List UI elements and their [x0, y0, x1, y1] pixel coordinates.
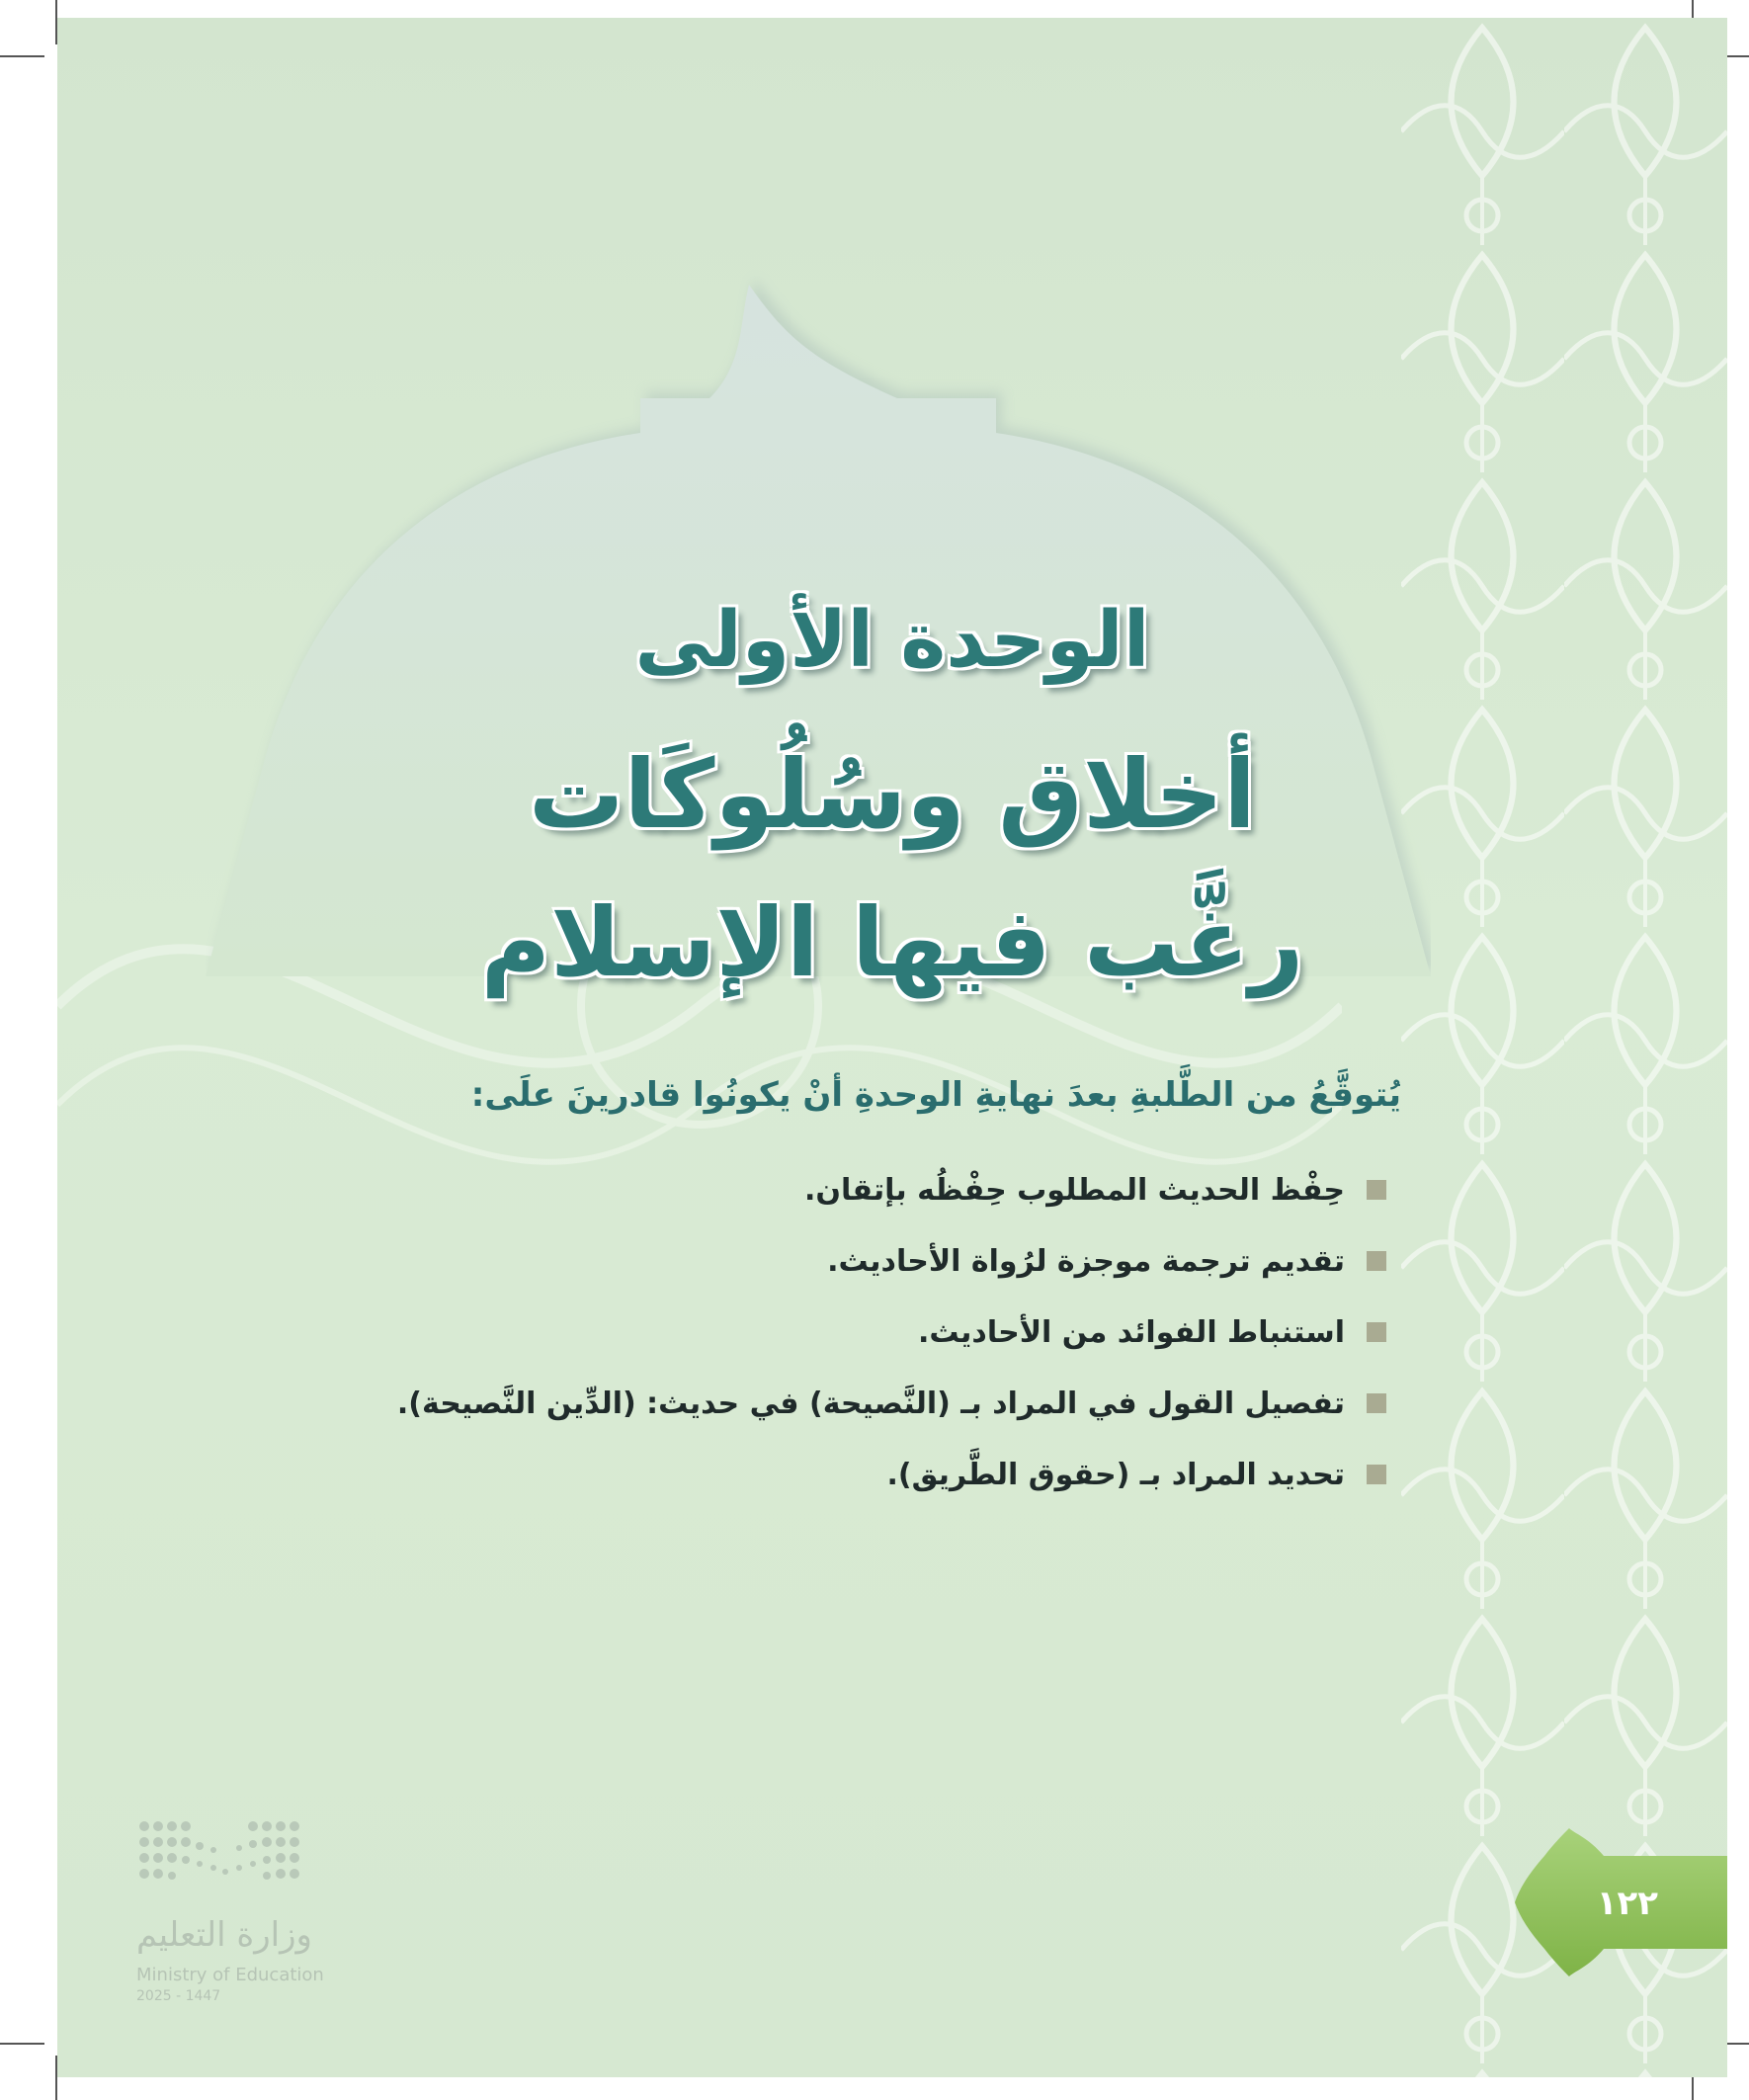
square-bullet-icon — [1367, 1465, 1386, 1484]
book-page — [57, 18, 1727, 2077]
objectives-list — [270, 1154, 1386, 1510]
list-item — [270, 1297, 1386, 1368]
unit-title-line2: رغَّب فيها الإسلام — [480, 887, 1304, 998]
ministry-english-name: Ministry of Education — [136, 1965, 324, 1985]
ministry-logo — [97, 1816, 354, 2034]
list-item — [270, 1368, 1386, 1439]
objective-text: تحديد المراد بـ (حقوق الطَّريق). — [886, 1457, 1345, 1492]
ministry-dots-icon — [97, 1816, 314, 1895]
page-number: ١٢٢ — [1596, 1884, 1658, 1923]
ministry-year: 2025 - 1447 — [136, 1988, 221, 2004]
crop-mark — [0, 2043, 44, 2045]
unit-label: الوحدة الأولى — [634, 596, 1150, 685]
ornament-pattern — [1401, 18, 1727, 2077]
objective-text: حِفْظ الحديث المطلوب حِفْظُه بإتقان. — [803, 1172, 1345, 1208]
unit-title-line1: أخلاق وسُلُوكَات — [528, 739, 1257, 850]
square-bullet-icon — [1367, 1251, 1386, 1271]
crop-mark — [0, 55, 44, 57]
square-bullet-icon — [1367, 1393, 1386, 1413]
objectives-intro: يُتوقَّعُ من الطَّلبةِ بعدَ نهايةِ الوحدةِ أنْ يكونُوا قادرينَ علَى: — [470, 1075, 1401, 1115]
list-item — [270, 1439, 1386, 1510]
list-item — [270, 1154, 1386, 1225]
objective-text: تقديم ترجمة موجزة لرُواة الأحاديث. — [827, 1243, 1345, 1279]
ministry-arabic-name: وزارة التعليم — [136, 1915, 312, 1955]
square-bullet-icon — [1367, 1180, 1386, 1200]
square-bullet-icon — [1367, 1322, 1386, 1342]
objective-text: استنباط الفوائد من الأحاديث. — [918, 1314, 1345, 1350]
objective-text: تفصيل القول في المراد بـ (النَّصيحة) في حديث: (الدِّين النَّصيحة). — [396, 1386, 1345, 1421]
list-item — [270, 1225, 1386, 1297]
